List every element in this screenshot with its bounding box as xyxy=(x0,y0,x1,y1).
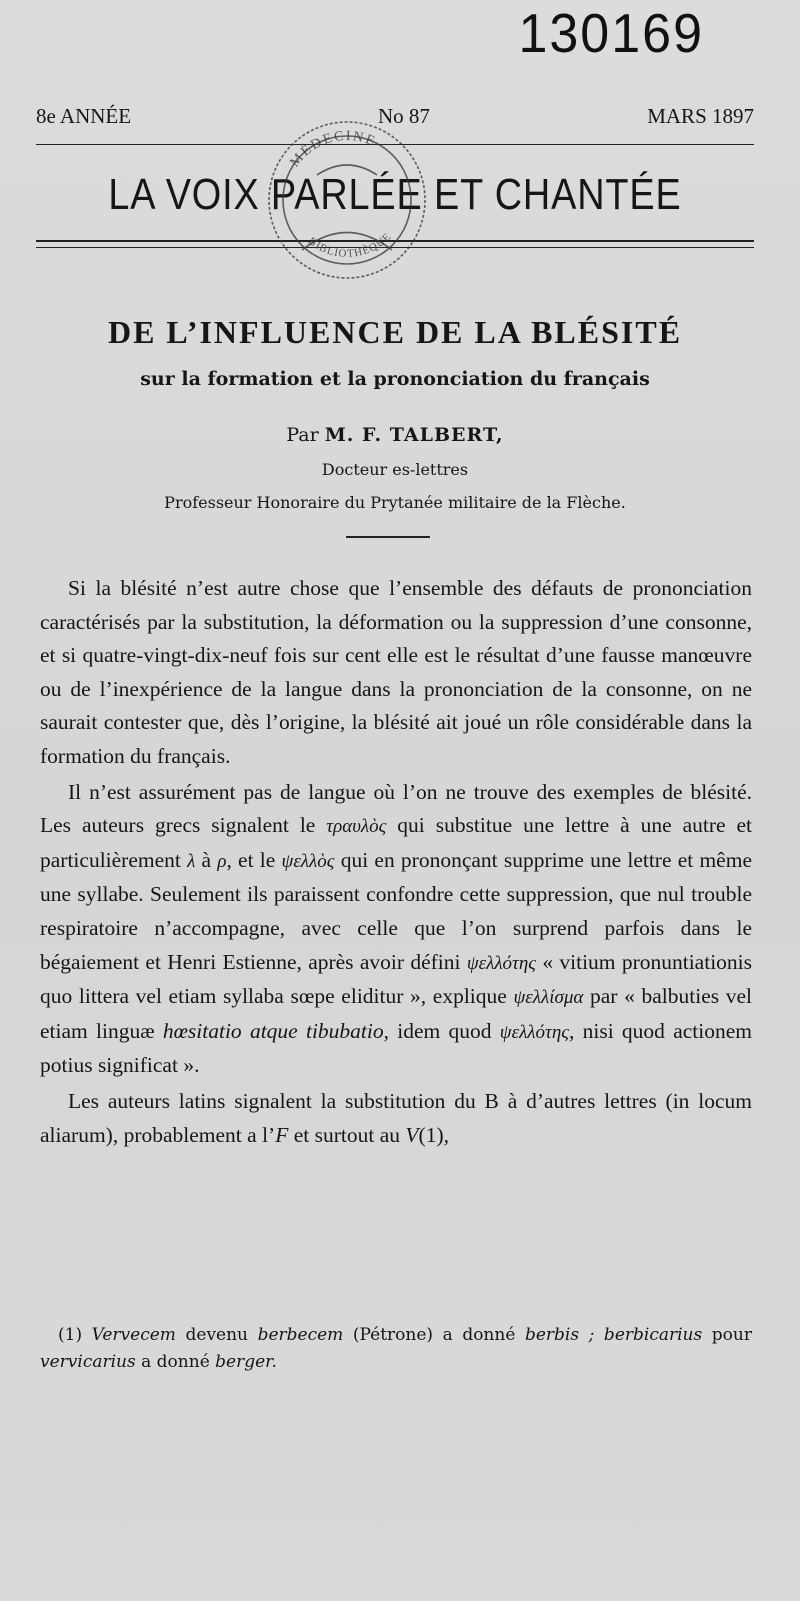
p2-text-f: « vitium pronuntiationis quo littera vel etiam syllaba sœpe eliditur », explique xyxy=(40,949,753,1009)
p2-text-d: , et le xyxy=(226,847,276,872)
p2-greek-7: ψελλότης xyxy=(499,1021,569,1043)
footnote-text-3: pour xyxy=(711,1325,752,1345)
p2-text-h: , idem quod xyxy=(383,1018,492,1043)
title-rule-thick xyxy=(36,240,754,242)
footnote-text-4: a donné xyxy=(141,1352,210,1372)
footnote xyxy=(40,1322,752,1376)
p2-greek-3: ρ xyxy=(217,850,227,872)
p3-text-b: et surtout au xyxy=(288,1122,406,1147)
svg-text:BIBLIOTHÈQUE xyxy=(306,231,394,260)
p2-greek-1: τραυλὸς xyxy=(326,816,387,838)
paragraph-1: Si la blésité n’est autre chose que l’ensemble des défauts de prononciation caractérisés par la substitution, la déformation ou la suppression d’une consonne, et si quatre-vingt-dix-neuf fois sur cent elle est le résultat d’une fausse manœuvre ou de l’inexpérience de la langue dans la prononciation de la consonne, on ne saurait contester que, dès l’origine, la blésité ait joué un rôle considérable dans la formation du français. xyxy=(40,576,752,768)
running-header xyxy=(36,104,754,134)
p2-text-c: à xyxy=(201,847,212,872)
author-prefix: Par xyxy=(286,424,319,446)
p2-italic-1: hœsitatio atque tibubatio xyxy=(162,1018,384,1043)
author-affiliation: Professeur Honoraire du Prytanée militaire de la Flèche. xyxy=(164,493,626,512)
paragraph-2 xyxy=(40,776,752,1083)
article-body xyxy=(40,572,752,1152)
footnote-text-1: devenu xyxy=(185,1325,249,1345)
stamp-bottom-text: BIBLIOTHÈQUE xyxy=(305,230,394,260)
p3-text-a: Les auteurs latins signalent la substitution du B à d’autres lettres (in locum aliarum), probablement a l’ xyxy=(40,1088,752,1147)
p3-footnote-ref: (1), xyxy=(418,1122,449,1147)
p2-greek-4: ψελλὸς xyxy=(281,850,335,872)
footnote-italic-4: vervicarius xyxy=(40,1352,136,1372)
title-rule-thin xyxy=(36,247,754,248)
header-date: MARS 1897 xyxy=(647,104,754,128)
article-title: DE L’INFLUENCE DE LA BLÉSITÉ xyxy=(107,314,683,350)
journal-title: LA VOIX PARLÉE ET CHANTÉE xyxy=(108,170,682,219)
footnote-marker: (1) xyxy=(58,1325,83,1345)
header-year: 8e ANNÉE xyxy=(36,104,132,128)
footnote-italic-1: Vervecem xyxy=(91,1325,176,1345)
p2-text-e: qui en prononçant supprime une lettre et même une syllabe. Seulement ils paraissent confondre cette suppression, que nul trouble respiratoire n’accompagne, avec celle que l’on surprend parfois dans le bégaiement et Henri Estienne, après avoir défini xyxy=(40,847,752,974)
author-degree: Docteur es-lettres xyxy=(321,460,469,479)
p3-italic-v: V xyxy=(405,1122,419,1147)
footnote-italic-5: berger. xyxy=(215,1352,277,1372)
paragraph-3 xyxy=(40,1085,752,1152)
p2-greek-6: ψελλίσμα xyxy=(513,987,584,1009)
section-separator xyxy=(346,536,430,538)
header-rule xyxy=(36,144,754,145)
author-name: M. F. TALBERT, xyxy=(324,424,504,446)
author-line xyxy=(36,424,754,446)
article-subtitle: sur la formation et la prononciation du français xyxy=(140,368,650,390)
footnote-italic-2: berbecem xyxy=(257,1325,344,1345)
p2-greek-5: ψελλότης xyxy=(466,952,536,974)
stamp-top-text: MÉDECINE xyxy=(287,128,379,171)
footnote-italic-3: berbis ; berbicarius xyxy=(524,1325,703,1345)
p2-text-b: qui substitue une lettre à une autre et particulièrement xyxy=(40,813,753,872)
p2-text-j: , nisi quod actionem potius significat ». xyxy=(40,1018,752,1078)
p2-greek-2: λ xyxy=(187,850,196,872)
p2-text-a: Il n’est assurément pas de langue où l’on ne trouve des exemples de blésité. Les auteurs grecs signalent le xyxy=(40,779,752,838)
footnote-text-2: (Pétrone) a donné xyxy=(352,1325,516,1345)
shelfmark-number: 130169 xyxy=(518,3,704,65)
p2-text-g: par « balbuties vel etiam linguæ xyxy=(40,984,753,1043)
svg-text:MÉDECINE xyxy=(287,129,378,170)
p3-italic-f: F xyxy=(275,1122,289,1147)
header-issue: No 87 xyxy=(378,104,430,128)
